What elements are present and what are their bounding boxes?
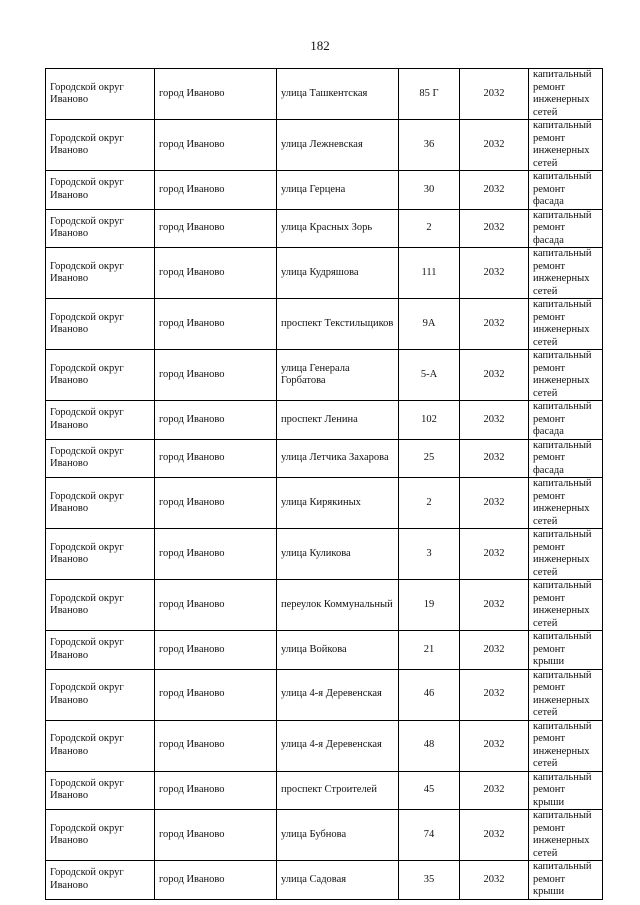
work-type-cell: капитальный ремонт фасада — [529, 209, 603, 248]
street-cell: улица Лежневская — [277, 120, 399, 171]
district-cell: Городской округ Иваново — [46, 209, 155, 248]
house-number-cell: 111 — [399, 248, 460, 299]
city-cell: город Иваново — [155, 478, 277, 529]
city-cell: город Иваново — [155, 350, 277, 401]
house-number-cell: 45 — [399, 771, 460, 810]
street-cell: улица Летчика Захарова — [277, 439, 399, 478]
city-cell: город Иваново — [155, 120, 277, 171]
year-cell: 2032 — [460, 720, 529, 771]
district-cell: Городской округ Иваново — [46, 861, 155, 900]
work-type-cell: капитальный ремонт крыши — [529, 771, 603, 810]
year-cell: 2032 — [460, 771, 529, 810]
street-cell: проспект Текстильщиков — [277, 299, 399, 350]
house-number-cell: 21 — [399, 631, 460, 670]
table-row — [46, 810, 603, 861]
year-cell: 2032 — [460, 69, 529, 120]
city-cell: город Иваново — [155, 861, 277, 900]
house-number-cell: 5-А — [399, 350, 460, 401]
city-cell: город Иваново — [155, 248, 277, 299]
house-number-cell: 9А — [399, 299, 460, 350]
street-cell: улица Бубнова — [277, 810, 399, 861]
district-cell: Городской округ Иваново — [46, 771, 155, 810]
city-cell: город Иваново — [155, 69, 277, 120]
year-cell: 2032 — [460, 861, 529, 900]
year-cell: 2032 — [460, 669, 529, 720]
district-cell: Городской округ Иваново — [46, 120, 155, 171]
year-cell: 2032 — [460, 810, 529, 861]
district-cell: Городской округ Иваново — [46, 580, 155, 631]
year-cell: 2032 — [460, 631, 529, 670]
house-number-cell: 30 — [399, 171, 460, 210]
city-cell: город Иваново — [155, 439, 277, 478]
house-number-cell: 3 — [399, 529, 460, 580]
district-cell: Городской округ Иваново — [46, 171, 155, 210]
work-type-cell: капитальный ремонт инженерных сетей — [529, 529, 603, 580]
table-row — [46, 248, 603, 299]
table-row — [46, 120, 603, 171]
work-type-cell: капитальный ремонт инженерных сетей — [529, 248, 603, 299]
house-number-cell: 25 — [399, 439, 460, 478]
house-number-cell: 36 — [399, 120, 460, 171]
city-cell: город Иваново — [155, 810, 277, 861]
table-row — [46, 69, 603, 120]
house-number-cell: 2 — [399, 478, 460, 529]
district-cell: Городской округ Иваново — [46, 69, 155, 120]
street-cell: проспект Строителей — [277, 771, 399, 810]
work-type-cell: капитальный ремонт инженерных сетей — [529, 299, 603, 350]
street-cell: улица Генерала Горбатова — [277, 350, 399, 401]
city-cell: город Иваново — [155, 720, 277, 771]
year-cell: 2032 — [460, 120, 529, 171]
work-type-cell: капитальный ремонт фасада — [529, 171, 603, 210]
street-cell: переулок Коммунальный — [277, 580, 399, 631]
work-type-cell: капитальный ремонт инженерных сетей — [529, 580, 603, 631]
house-number-cell: 48 — [399, 720, 460, 771]
year-cell: 2032 — [460, 299, 529, 350]
work-type-cell: капитальный ремонт инженерных сетей — [529, 669, 603, 720]
year-cell: 2032 — [460, 171, 529, 210]
street-cell: улица Куликова — [277, 529, 399, 580]
table-row — [46, 529, 603, 580]
work-type-cell: капитальный ремонт инженерных сетей — [529, 720, 603, 771]
house-number-cell: 19 — [399, 580, 460, 631]
city-cell: город Иваново — [155, 631, 277, 670]
page-number: 182 — [310, 38, 330, 53]
year-cell: 2032 — [460, 439, 529, 478]
district-cell: Городской округ Иваново — [46, 439, 155, 478]
district-cell: Городской округ Иваново — [46, 248, 155, 299]
street-cell: улица Красных Зорь — [277, 209, 399, 248]
table-row — [46, 209, 603, 248]
street-cell: улица Войкова — [277, 631, 399, 670]
table-row — [46, 669, 603, 720]
district-cell: Городской округ Иваново — [46, 810, 155, 861]
work-type-cell: капитальный ремонт фасада — [529, 401, 603, 440]
city-cell: город Иваново — [155, 529, 277, 580]
year-cell: 2032 — [460, 478, 529, 529]
table-row — [46, 720, 603, 771]
district-cell: Городской округ Иваново — [46, 299, 155, 350]
table-row — [46, 299, 603, 350]
table-row — [46, 580, 603, 631]
street-cell: улица Герцена — [277, 171, 399, 210]
street-cell: улица Кудряшова — [277, 248, 399, 299]
table-row — [46, 350, 603, 401]
work-type-cell: капитальный ремонт инженерных сетей — [529, 69, 603, 120]
table-row — [46, 439, 603, 478]
street-cell: улица Ташкентская — [277, 69, 399, 120]
work-type-cell: капитальный ремонт фасада — [529, 439, 603, 478]
work-type-cell: капитальный ремонт инженерных сетей — [529, 350, 603, 401]
table-body — [46, 69, 603, 900]
table-row — [46, 631, 603, 670]
work-type-cell: капитальный ремонт крыши — [529, 631, 603, 670]
year-cell: 2032 — [460, 529, 529, 580]
street-cell: улица Кирякиных — [277, 478, 399, 529]
house-number-cell: 74 — [399, 810, 460, 861]
table-row — [46, 771, 603, 810]
city-cell: город Иваново — [155, 299, 277, 350]
house-number-cell: 46 — [399, 669, 460, 720]
district-cell: Городской округ Иваново — [46, 350, 155, 401]
city-cell: город Иваново — [155, 669, 277, 720]
street-cell: улица 4-я Деревенская — [277, 669, 399, 720]
street-cell: улица Садовая — [277, 861, 399, 900]
district-cell: Городской округ Иваново — [46, 631, 155, 670]
house-number-cell: 102 — [399, 401, 460, 440]
city-cell: город Иваново — [155, 171, 277, 210]
district-cell: Городской округ Иваново — [46, 669, 155, 720]
table-row — [46, 478, 603, 529]
district-cell: Городской округ Иваново — [46, 720, 155, 771]
district-cell: Городской округ Иваново — [46, 401, 155, 440]
work-type-cell: капитальный ремонт инженерных сетей — [529, 478, 603, 529]
street-cell: улица 4-я Деревенская — [277, 720, 399, 771]
year-cell: 2032 — [460, 580, 529, 631]
table-row — [46, 171, 603, 210]
year-cell: 2032 — [460, 350, 529, 401]
house-number-cell: 85 Г — [399, 69, 460, 120]
work-type-cell: капитальный ремонт инженерных сетей — [529, 810, 603, 861]
year-cell: 2032 — [460, 248, 529, 299]
work-type-cell: капитальный ремонт крыши — [529, 861, 603, 900]
city-cell: город Иваново — [155, 580, 277, 631]
city-cell: город Иваново — [155, 771, 277, 810]
city-cell: город Иваново — [155, 401, 277, 440]
city-cell: город Иваново — [155, 209, 277, 248]
house-number-cell: 2 — [399, 209, 460, 248]
year-cell: 2032 — [460, 209, 529, 248]
table-row — [46, 401, 603, 440]
district-cell: Городской округ Иваново — [46, 529, 155, 580]
house-number-cell: 35 — [399, 861, 460, 900]
year-cell: 2032 — [460, 401, 529, 440]
registry-table — [45, 68, 603, 900]
work-type-cell: капитальный ремонт инженерных сетей — [529, 120, 603, 171]
street-cell: проспект Ленина — [277, 401, 399, 440]
table-row — [46, 861, 603, 900]
district-cell: Городской округ Иваново — [46, 478, 155, 529]
